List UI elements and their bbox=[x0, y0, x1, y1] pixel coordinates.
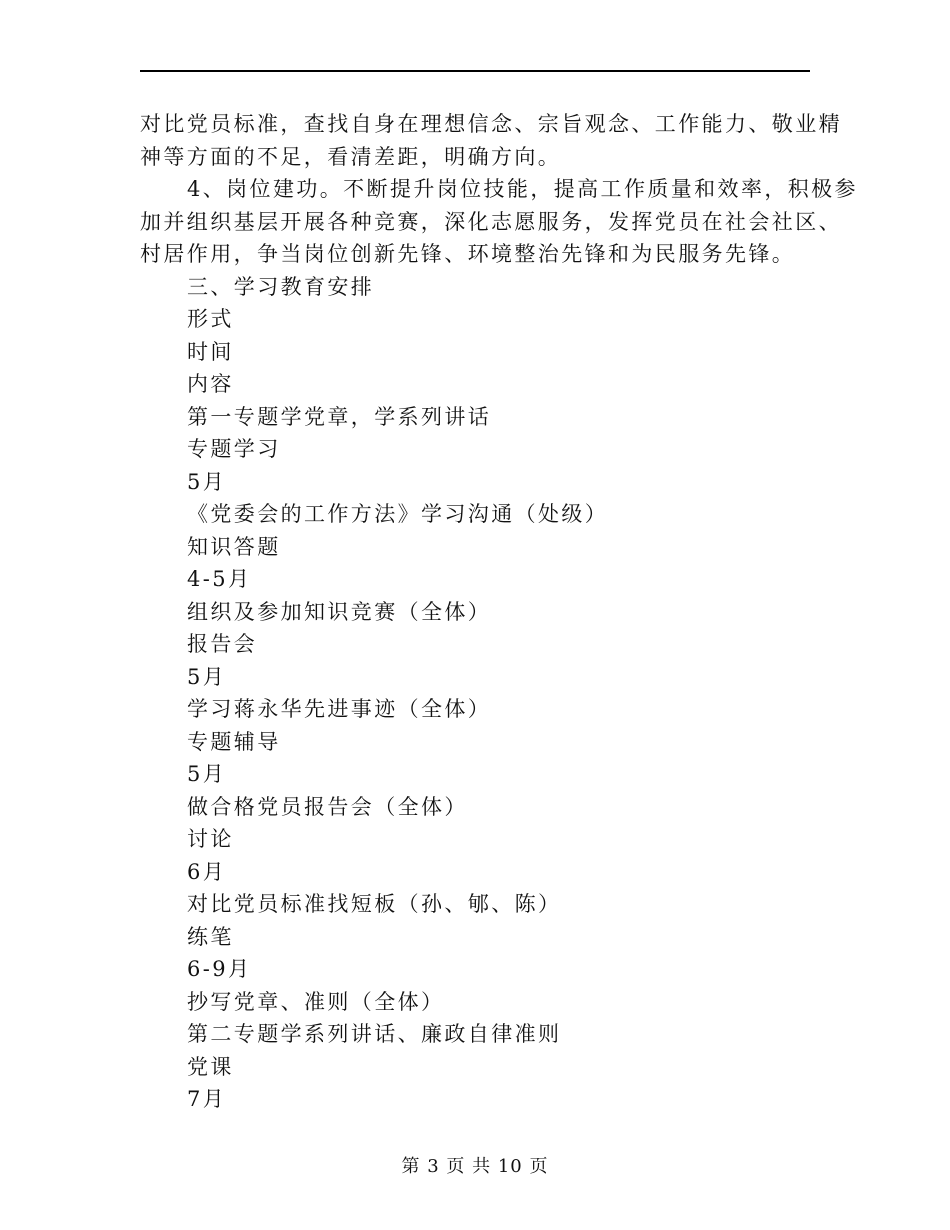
page-footer: 第 3 页 共 10 页 bbox=[401, 1156, 549, 1177]
text-line: 7月 bbox=[187, 1087, 227, 1111]
text-line: 神等方面的不足，看清差距，明确方向。 bbox=[140, 144, 562, 169]
text-line: 做合格党员报告会（全体） bbox=[187, 794, 468, 819]
text-line: 组织及参加知识竞赛（全体） bbox=[187, 599, 492, 624]
text-line: 三、学习教育安排 bbox=[187, 274, 375, 299]
text-line: 村居作用，争当岗位创新先锋、环境整治先锋和为民服务先锋。 bbox=[140, 242, 796, 266]
text-line: 抄写党章、准则（全体） bbox=[187, 989, 445, 1014]
text-line: 形式 bbox=[187, 307, 234, 331]
text-line: 专题辅导 bbox=[187, 729, 281, 754]
text-line: 6-9月 bbox=[187, 957, 252, 981]
text-line: 5月 bbox=[187, 664, 227, 689]
text-line: 时间 bbox=[187, 339, 234, 364]
text-line: 党课 bbox=[187, 1054, 234, 1079]
text-line: 讨论 bbox=[187, 827, 234, 851]
text-line: 4、岗位建功。不断提升岗位技能，提高工作质量和效率，积极参 bbox=[187, 177, 858, 201]
text-line: 6月 bbox=[187, 859, 227, 884]
text-line: 内容 bbox=[187, 372, 234, 396]
text-line: 对比党员标准，查找自身在理想信念、宗旨观念、工作能力、敬业精 bbox=[140, 112, 842, 136]
text-line: 5月 bbox=[187, 762, 227, 786]
text-line: 《党委会的工作方法》学习沟通（处级） bbox=[187, 502, 609, 526]
text-line: 第一专题学党章，学系列讲话 bbox=[187, 404, 492, 429]
text-line: 知识答题 bbox=[187, 534, 281, 559]
text-line: 加并组织基层开展各种竞赛，深化志愿服务，发挥党员在社会社区、 bbox=[140, 209, 842, 234]
header-rule bbox=[140, 70, 810, 72]
text-line: 专题学习 bbox=[187, 437, 281, 461]
text-line: 报告会 bbox=[187, 632, 258, 656]
text-line: 练笔 bbox=[187, 924, 234, 949]
document-body bbox=[140, 108, 858, 1116]
text-line: 5月 bbox=[187, 469, 227, 494]
text-line: 4-5月 bbox=[187, 567, 252, 591]
text-line: 学习蒋永华先进事迹（全体） bbox=[187, 697, 492, 721]
text-line: 对比党员标准找短板（孙、郇、陈） bbox=[187, 892, 562, 916]
text-line: 第二专题学系列讲话、廉政自律准则 bbox=[187, 1022, 562, 1046]
